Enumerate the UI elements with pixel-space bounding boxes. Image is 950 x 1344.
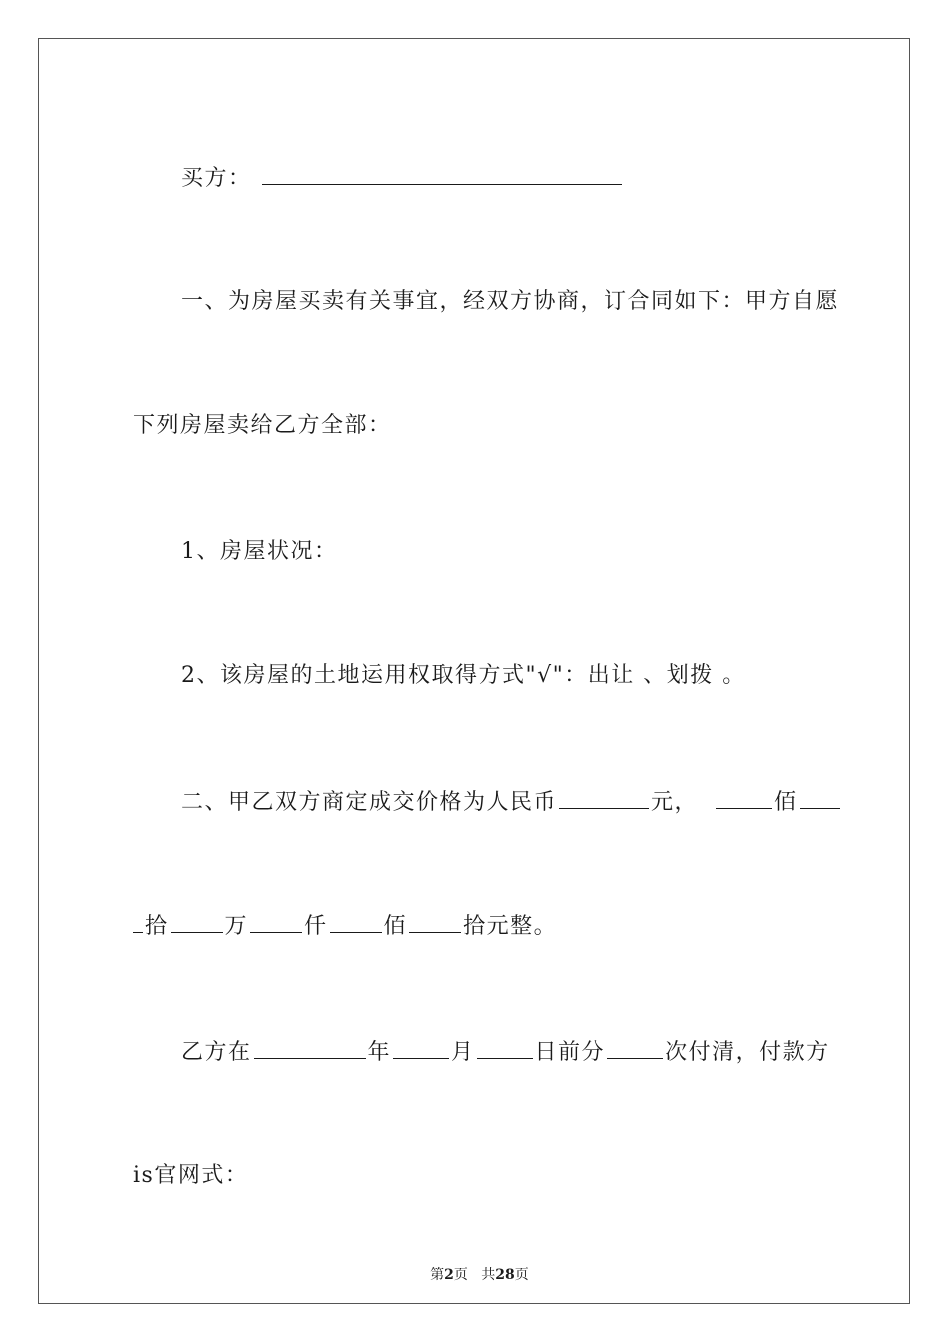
total-prefix: 共 xyxy=(481,1267,496,1283)
amount-wan-blank xyxy=(171,912,223,933)
item-one-text: 1、房屋状况： xyxy=(181,539,338,564)
bai2-text: 佰 xyxy=(383,914,408,939)
payment-method-line xyxy=(116,1134,248,1190)
page-footer xyxy=(0,1248,950,1284)
clause-one-line xyxy=(164,260,839,316)
payment-year-blank xyxy=(254,1038,366,1059)
qian-text: 仟 xyxy=(304,914,328,939)
yuan-text: 元， xyxy=(651,790,699,815)
wan-text: 万 xyxy=(224,914,249,939)
shi-yuan-text: 拾元整。 xyxy=(463,914,558,939)
amount-shi-blank xyxy=(409,912,461,933)
item-one-line xyxy=(164,510,338,566)
price-bai-blank xyxy=(716,788,772,809)
buyer-label: 买方： xyxy=(181,166,252,191)
clause-one-text: 一、为房屋买卖有关事宜，经双方协商，订合同如下：甲方自愿 xyxy=(181,289,840,314)
clause-two-line xyxy=(164,760,842,817)
payment-month-blank xyxy=(393,1038,449,1059)
clause-one-continuation-text: 下列房屋卖给乙方全部： xyxy=(133,413,392,438)
day-text: 日前分 xyxy=(534,1040,606,1065)
payment-day-blank xyxy=(477,1038,533,1059)
total-suffix: 页 xyxy=(514,1267,529,1283)
payment-method-text: is官网式： xyxy=(133,1163,249,1188)
payment-text-2: 次付清，付款方 xyxy=(665,1040,830,1065)
payment-count-blank xyxy=(607,1038,663,1059)
year-text: 年 xyxy=(367,1040,392,1065)
shi-text: 拾 xyxy=(145,914,169,939)
clause-two-text: 二、甲乙双方商定成交价格为人民币 xyxy=(181,790,558,815)
price-yuan-blank xyxy=(559,788,649,809)
item-two-line xyxy=(164,634,746,690)
month-text: 月 xyxy=(451,1040,475,1065)
amount-qian-blank xyxy=(250,912,302,933)
amount-words-line xyxy=(116,884,557,941)
bai-text: 佰 xyxy=(774,790,798,815)
page-prefix: 第 xyxy=(430,1267,445,1283)
page-suffix: 页 xyxy=(453,1267,468,1283)
payment-text-1: 乙方在 xyxy=(181,1040,252,1065)
buyer-line xyxy=(164,136,624,193)
clause-one-continuation xyxy=(116,384,392,440)
buyer-blank xyxy=(262,164,622,185)
item-two-text: 2、该房屋的土地运用权取得方式"√"：出让 、划拨 。 xyxy=(181,663,746,688)
page-number: 2 xyxy=(444,1267,454,1283)
price-trailing-blank xyxy=(800,788,840,809)
amount-bai-blank xyxy=(330,912,382,933)
total-number: 28 xyxy=(495,1267,515,1283)
amount-leading-blank xyxy=(133,912,143,933)
payment-line xyxy=(164,1010,830,1067)
